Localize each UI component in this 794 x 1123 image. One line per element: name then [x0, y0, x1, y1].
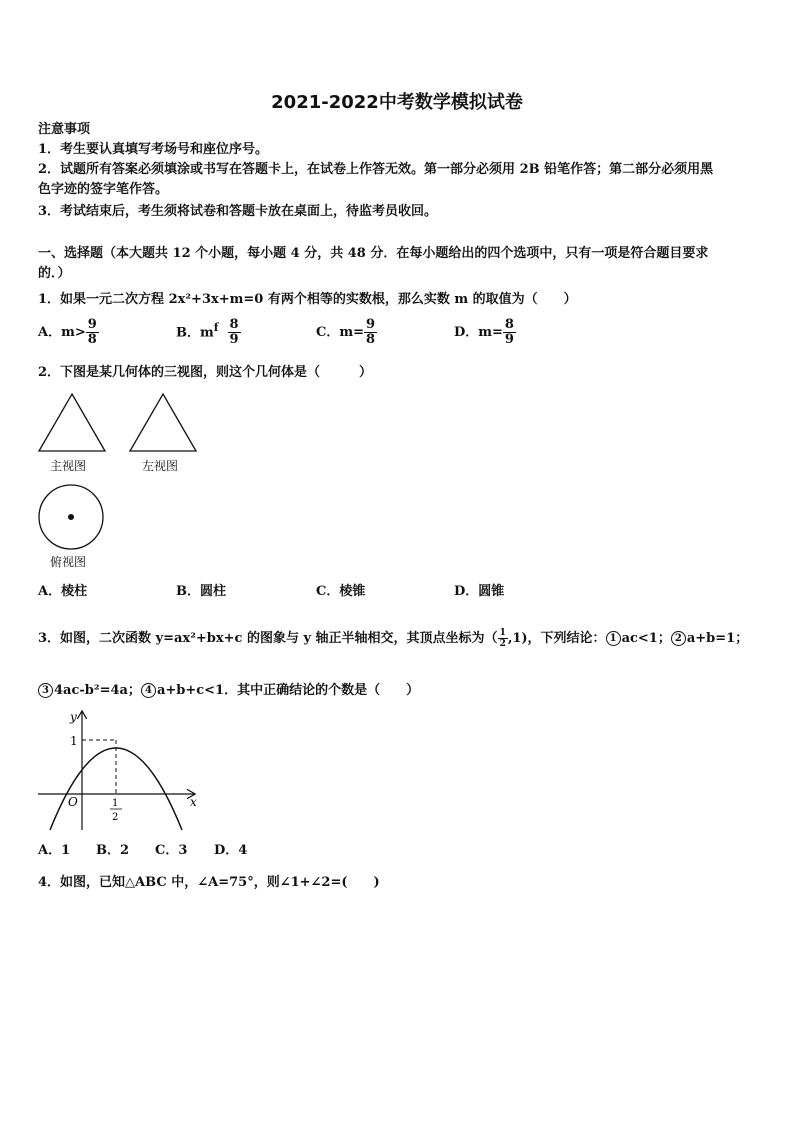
q3-conclusion-3: 4ac-b²=4a；	[54, 683, 141, 698]
q1-option-b-den: 9	[229, 332, 239, 348]
q1-option-c	[316, 318, 377, 347]
q3-conclusion-4-mark: 4	[141, 683, 156, 698]
q3-conclusion-3-mark: 3	[38, 683, 53, 698]
q3-option-a: A．1	[38, 843, 71, 858]
q3-stem-cont	[38, 681, 419, 701]
q4-stem: 4．如图，已知△ABC 中，∠A=75°，则∠1+∠2=( )	[38, 875, 380, 890]
origin-label: O	[68, 795, 78, 809]
notice-item-1: 1．考生要认真填写考场号和座位序号。	[38, 142, 269, 157]
q2-option-d: D．圆锥	[454, 584, 505, 599]
q1-option-b-fraction	[228, 318, 241, 347]
y-tick-label: 1	[70, 734, 78, 748]
notice-item-3: 3．考试结束后，考生须将试卷和答题卡放在桌面上，待监考员收回。	[38, 204, 438, 219]
q3-vertex-num: 1	[499, 628, 506, 638]
q3-stem-part2: ,1)，下列结论：	[507, 631, 606, 646]
q1-option-a-label: A．m>	[38, 325, 86, 340]
front-view-triangle	[36, 392, 108, 454]
x-tick-den: 2	[112, 812, 119, 823]
q1-option-b-label: B．m	[176, 325, 214, 341]
q3-vertex-den: 2	[499, 639, 506, 649]
q3-stem-part1: 3．如图，二次函数 y=ax²+bx+c 的图象与 y 轴正半轴相交，其顶点坐标为（	[38, 631, 498, 646]
side-view-triangle	[127, 392, 199, 454]
q1-option-a	[38, 318, 99, 347]
q1-option-b-num: 8	[229, 317, 239, 333]
q3-option-c: C．3	[155, 843, 188, 858]
top-view-circle	[36, 484, 108, 552]
q2-option-c: C．棱锥	[316, 584, 366, 599]
y-axis-label: y	[70, 710, 77, 724]
q2-option-a: A．棱柱	[38, 584, 88, 599]
q1-option-c-num: 9	[366, 317, 376, 332]
section1-heading: 一、选择题（本大题共 12 个小题，每小题 4 分，共 48 分．在每小题给出的四个选项中，只有一项是符合题目要求	[38, 246, 709, 261]
x-axis-label: x	[190, 795, 197, 809]
q3-parabola-graph	[36, 706, 204, 832]
side-view-caption: 左视图	[142, 459, 179, 473]
q3-conclusion-2-mark: 2	[671, 631, 686, 646]
q3-option-d: D．4	[214, 843, 248, 858]
q1-option-c-fraction	[364, 318, 377, 347]
q3-stem	[38, 628, 748, 649]
q1-option-b-symbol: f	[213, 321, 219, 334]
q1-option-a-num: 9	[87, 317, 97, 332]
q1-option-c-den: 8	[366, 332, 376, 347]
notice-item-2-cont: 色字迹的签字笔作答。	[38, 182, 169, 197]
notice-item-2: 2．试题所有答案必须填涂或书写在答题卡上，在试卷上作答无效。第一部分必须用 2B 铅笔作答；第二部分必须用黑	[38, 162, 714, 177]
q1-option-c-label: C．m=	[316, 325, 364, 340]
q1-option-d-den: 9	[504, 332, 514, 347]
q3-option-b: B．2	[96, 843, 130, 858]
q3-vertex-fraction	[498, 628, 508, 649]
page-title: 2021-2022中考数学模拟试卷	[271, 92, 523, 113]
q1-option-d-fraction	[503, 318, 516, 347]
q3-conclusion-1-mark: 1	[606, 631, 621, 646]
q1-option-a-den: 8	[87, 332, 97, 347]
q3-conclusion-2: a+b=1；	[686, 631, 749, 646]
section1-heading-cont: 的．）	[38, 266, 71, 281]
q2-stem: 2．下图是某几何体的三视图，则这个几何体是（ ）	[38, 365, 373, 380]
top-view-caption: 俯视图	[50, 555, 87, 569]
x-tick-num: 1	[112, 798, 119, 809]
q3-conclusion-4: a+b+c<1．其中正确结论的个数是（ ）	[156, 683, 420, 698]
q1-option-d-num: 8	[504, 317, 514, 332]
q1-option-b	[176, 318, 241, 347]
q1-option-d	[454, 318, 516, 347]
front-view-caption: 主视图	[50, 459, 87, 473]
q1-stem: 1．如果一元二次方程 2x²+3x+m=0 有两个相等的实数根，那么实数 m 的取值为（ ）	[38, 292, 577, 307]
q1-option-d-label: D．m=	[454, 325, 503, 340]
q3-conclusion-1: ac<1；	[621, 631, 671, 646]
q1-option-a-fraction	[86, 318, 99, 347]
q2-option-b: B．圆柱	[176, 584, 226, 599]
notice-heading: 注意事项	[38, 122, 91, 137]
